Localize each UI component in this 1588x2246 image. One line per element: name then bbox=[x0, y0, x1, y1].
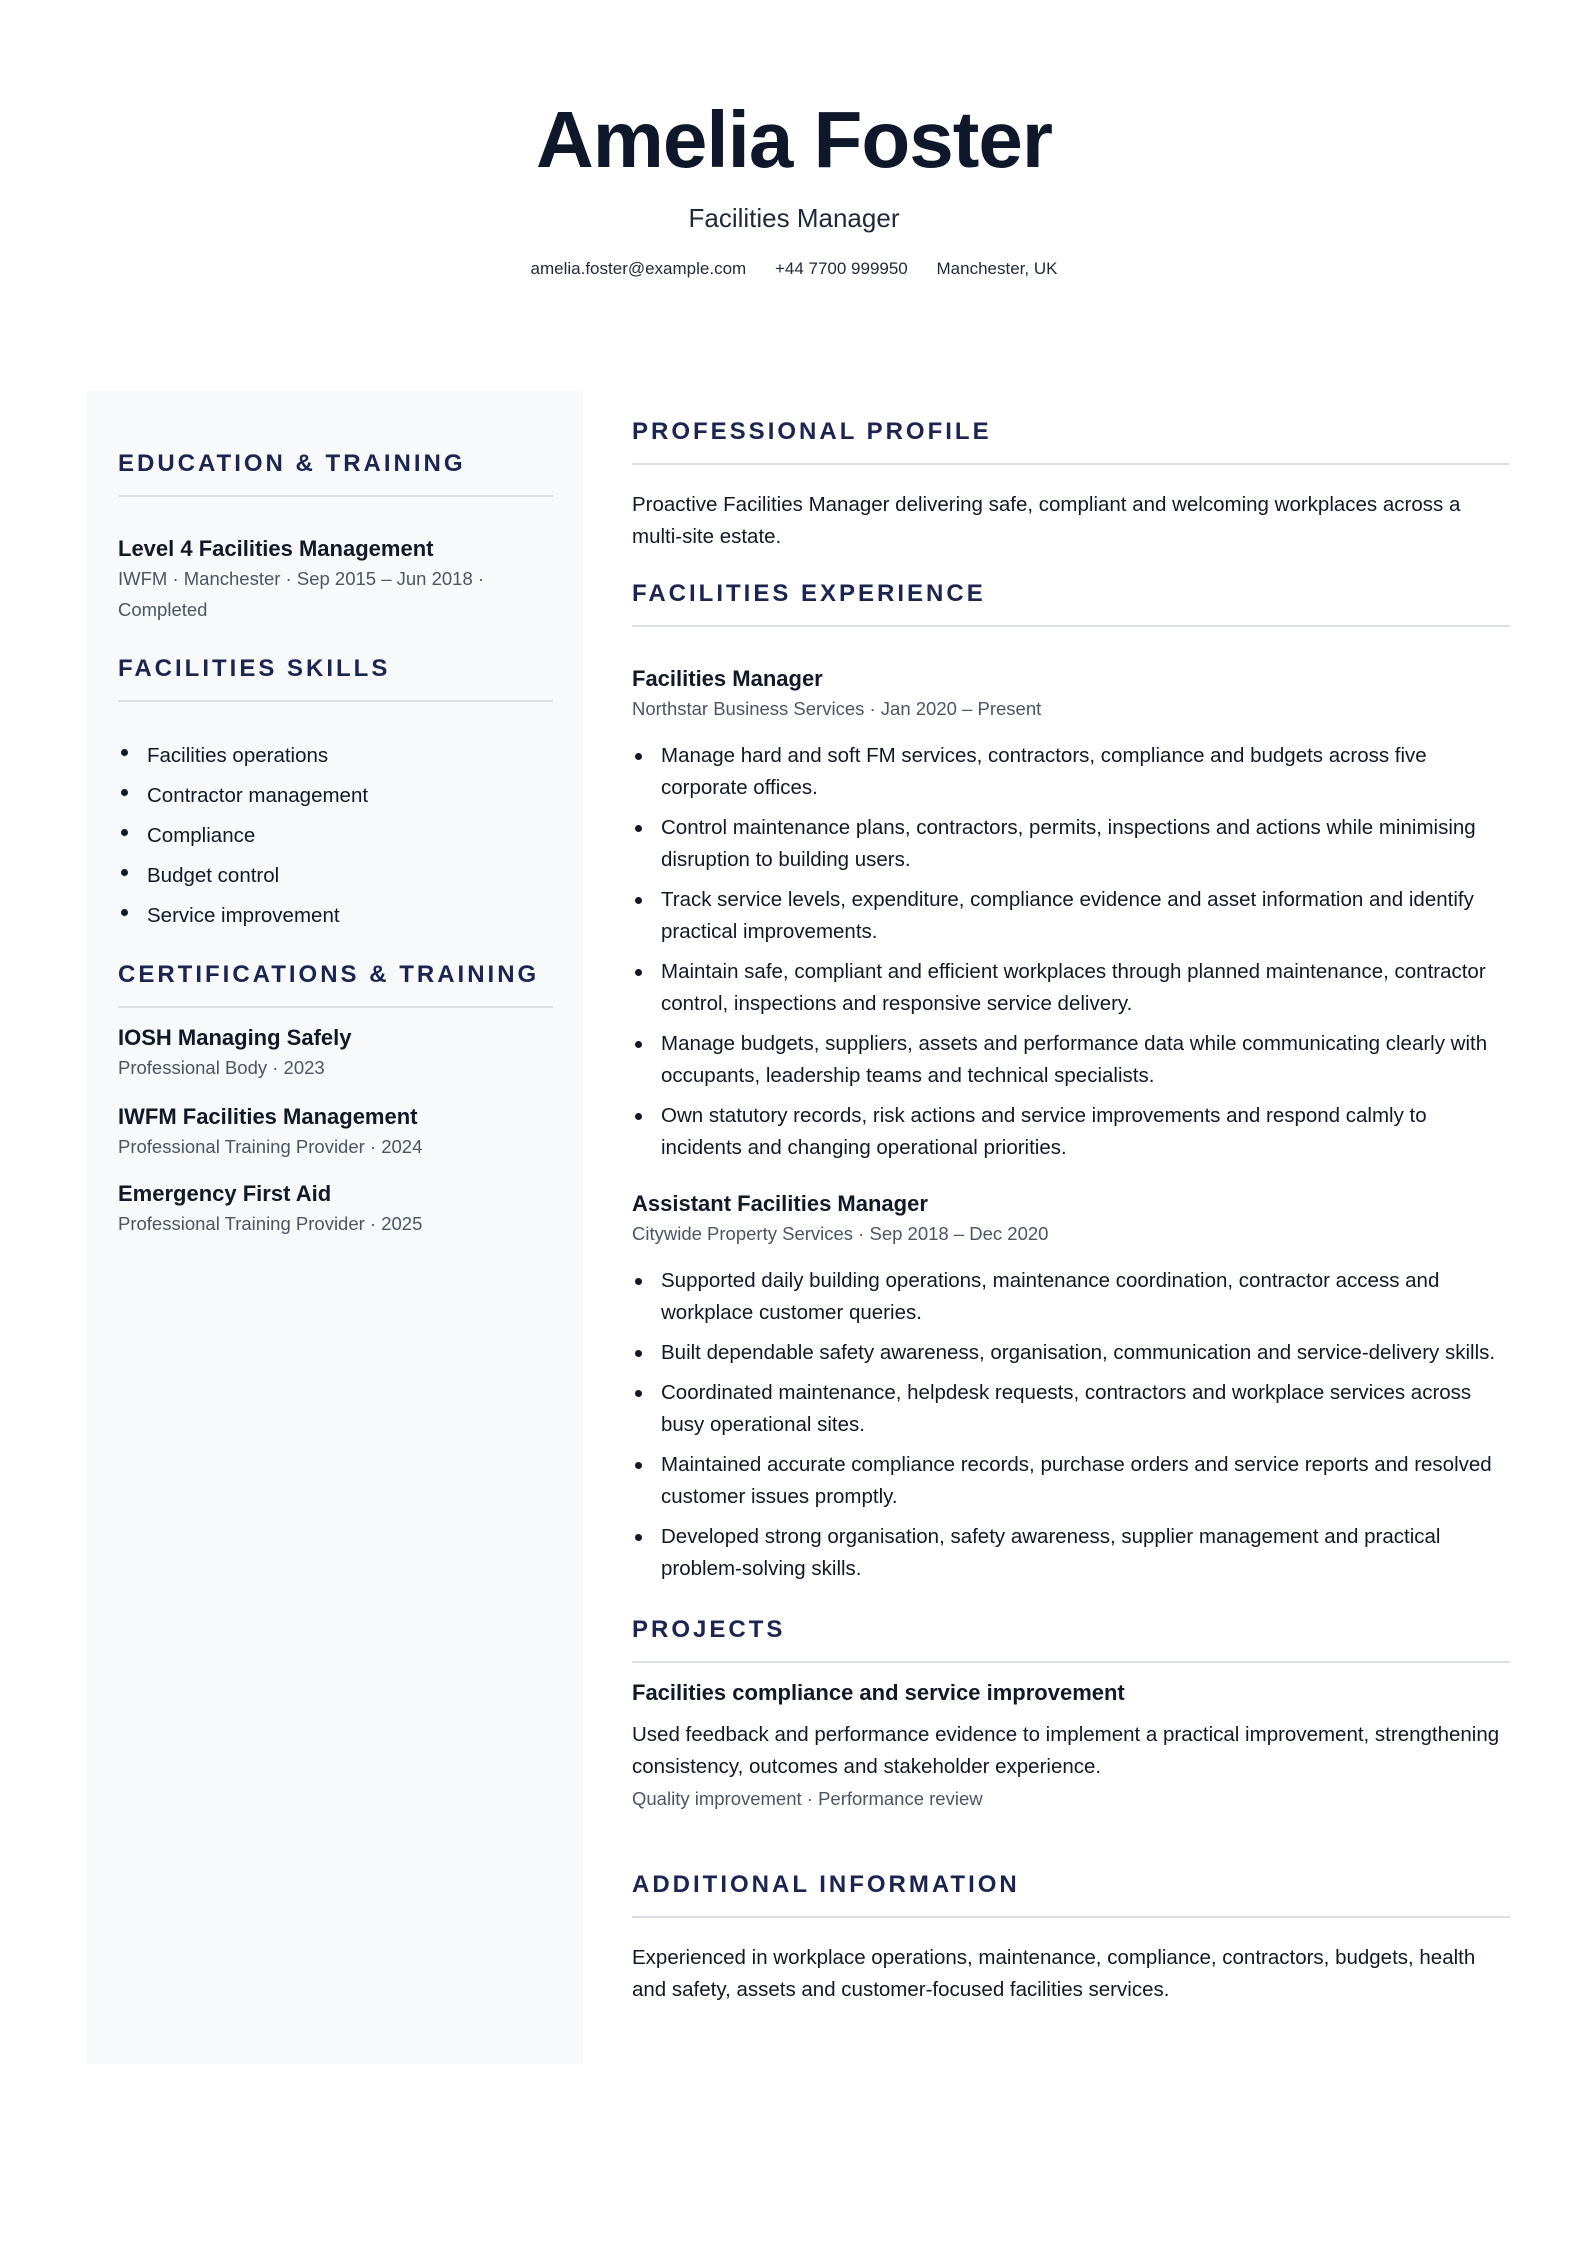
certification-meta: Professional Body · 2023 bbox=[118, 1057, 325, 1078]
certification-item bbox=[118, 1024, 553, 1083]
section-divider bbox=[632, 463, 1510, 465]
project-name: Facilities compliance and service improvement bbox=[632, 1680, 1125, 1705]
education-section bbox=[118, 449, 553, 625]
job-bullets bbox=[632, 740, 1510, 1164]
section-divider bbox=[632, 1916, 1510, 1918]
main-column bbox=[632, 391, 1510, 2006]
skills-section bbox=[118, 654, 553, 936]
project-item bbox=[632, 1679, 1510, 1814]
job-bullet: Manage budgets, suppliers, assets and performance data while communicating clearly with occupants, leadership teams and technical specialists. bbox=[632, 1028, 1510, 1092]
additional-section bbox=[632, 1870, 1510, 2006]
section-title: CERTIFICATIONS & TRAINING bbox=[118, 961, 540, 988]
job-bullets bbox=[632, 1265, 1510, 1585]
job-bullet: Track service levels, expenditure, compliance evidence and asset information and identify practical improvements. bbox=[632, 884, 1510, 948]
projects-section bbox=[632, 1615, 1510, 1814]
project-text: Used feedback and performance evidence to implement a practical improvement, strengthening consistency, outcomes and stakeholder experience. bbox=[632, 1723, 1500, 1778]
additional-text: Experienced in workplace operations, maintenance, compliance, contractors, budgets, health and safety, assets and customer-focused facilities services. bbox=[632, 1946, 1476, 2001]
certification-name: IWFM Facilities Management bbox=[118, 1104, 418, 1129]
job-meta: Citywide Property Services · Sep 2018 – Dec 2020 bbox=[632, 1223, 1049, 1244]
section-divider bbox=[632, 1661, 1510, 1663]
certification-name: IOSH Managing Safely bbox=[118, 1025, 352, 1050]
job-bullet: Developed strong organisation, safety awareness, supplier management and practical problem-solving skills. bbox=[632, 1521, 1510, 1585]
project-tags: Quality improvement · Performance review bbox=[632, 1788, 983, 1809]
job-entry bbox=[632, 1190, 1510, 1585]
section-title: PROJECTS bbox=[632, 1616, 786, 1643]
certification-item bbox=[118, 1103, 553, 1162]
job-bullet: Maintain safe, compliant and efficient workplaces through planned maintenance, contractor control, inspections and responsive service delivery. bbox=[632, 956, 1510, 1020]
certification-item bbox=[118, 1180, 553, 1239]
candidate-role: Facilities Manager bbox=[688, 203, 900, 233]
resume-header bbox=[0, 92, 1588, 280]
job-meta: Northstar Business Services · Jan 2020 – Present bbox=[632, 698, 1042, 719]
education-meta: IWFM · Manchester · Sep 2015 – Jun 2018 · Completed bbox=[118, 568, 485, 620]
education-item bbox=[118, 535, 553, 625]
job-bullet: Supported daily building operations, maintenance coordination, contractor access and workplace customer queries. bbox=[632, 1265, 1510, 1329]
section-title: PROFESSIONAL PROFILE bbox=[632, 418, 992, 445]
skill-item: Contractor management bbox=[118, 776, 553, 816]
sidebar bbox=[86, 391, 583, 2064]
certifications-section bbox=[118, 960, 553, 1239]
skill-item: Budget control bbox=[118, 856, 553, 896]
contact-line bbox=[0, 258, 1588, 280]
job-bullet: Manage hard and soft FM services, contractors, compliance and budgets across five corporate offices. bbox=[632, 740, 1510, 804]
experience-section bbox=[632, 579, 1510, 1585]
section-divider bbox=[118, 700, 553, 702]
education-name: Level 4 Facilities Management bbox=[118, 536, 434, 561]
contact-phone[interactable]: +44 7700 999950 bbox=[774, 259, 908, 278]
section-divider bbox=[118, 1006, 553, 1008]
job-bullet: Coordinated maintenance, helpdesk requests, contractors and workplace services across busy operational sites. bbox=[632, 1377, 1510, 1441]
skills-list bbox=[118, 736, 553, 936]
job-entry bbox=[632, 665, 1510, 1164]
profile-text: Proactive Facilities Manager delivering safe, compliant and welcoming workplaces across a multi-site estate. bbox=[632, 493, 1461, 548]
job-bullet: Built dependable safety awareness, organisation, communication and service-delivery skills. bbox=[632, 1337, 1510, 1369]
section-title: EDUCATION & TRAINING bbox=[118, 450, 466, 477]
section-divider bbox=[118, 495, 553, 497]
contact-email[interactable]: amelia.foster@example.com bbox=[530, 259, 747, 278]
job-bullet: Control maintenance plans, contractors, permits, inspections and actions while minimising disruption to building users. bbox=[632, 812, 1510, 876]
job-title: Facilities Manager bbox=[632, 666, 823, 691]
section-title: FACILITIES EXPERIENCE bbox=[632, 580, 986, 607]
certification-name: Emergency First Aid bbox=[118, 1181, 332, 1206]
section-title: FACILITIES SKILLS bbox=[118, 655, 391, 682]
contact-location: Manchester, UK bbox=[936, 259, 1058, 278]
skill-item: Facilities operations bbox=[118, 736, 553, 776]
job-bullet: Maintained accurate compliance records, purchase orders and service reports and resolved customer issues promptly. bbox=[632, 1449, 1510, 1513]
section-title: ADDITIONAL INFORMATION bbox=[632, 1871, 1020, 1898]
certification-meta: Professional Training Provider · 2024 bbox=[118, 1136, 423, 1157]
skill-item: Compliance bbox=[118, 816, 553, 856]
candidate-name: Amelia Foster bbox=[535, 95, 1053, 184]
profile-section bbox=[632, 417, 1510, 553]
job-title: Assistant Facilities Manager bbox=[632, 1191, 928, 1216]
section-divider bbox=[632, 625, 1510, 627]
certification-meta: Professional Training Provider · 2025 bbox=[118, 1213, 423, 1234]
job-bullet: Own statutory records, risk actions and service improvements and respond calmly to incidents and changing operational priorities. bbox=[632, 1100, 1510, 1164]
skill-item: Service improvement bbox=[118, 896, 553, 936]
